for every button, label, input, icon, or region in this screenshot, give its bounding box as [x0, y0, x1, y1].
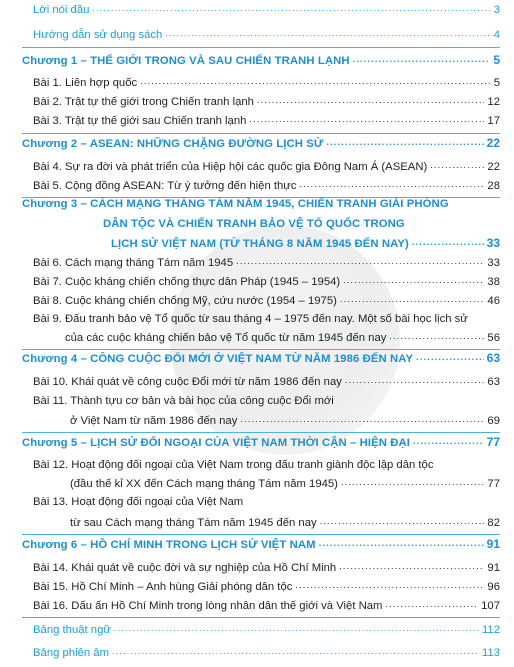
lesson-title: Bài 15. Hồ Chí Minh – Anh hùng Giải phóng dân tộc [33, 581, 293, 593]
lesson-title: Bài 8. Cuộc kháng chiến chống Mỹ, cứu nước (1954 – 1975) [33, 295, 337, 307]
lesson-title: Bài 7. Cuộc kháng chiến chống thực dân Pháp (1945 – 1954) [33, 276, 341, 288]
lesson-page: 107 [481, 600, 500, 612]
dot-leader [430, 160, 484, 171]
lesson-title: Bài 1. Liên hợp quốc [33, 77, 138, 89]
toc-chapter-6[interactable] [22, 537, 500, 551]
dot-leader [343, 275, 484, 286]
toc-entry-title: Lời nói đầu [33, 4, 90, 16]
lesson-title: Bài 14. Khái quát về cuộc đời và sự nghiệp của Hồ Chí Minh [33, 562, 337, 574]
section-divider [22, 133, 500, 134]
dot-leader [319, 538, 484, 549]
toc-lesson-15[interactable] [33, 580, 500, 593]
dot-leader [140, 76, 491, 87]
toc-lesson-12[interactable] [70, 477, 500, 490]
toc-entry-title: Bảng phiên âm [33, 647, 109, 659]
chapter-title: Chương 5 – LỊCH SỬ ĐỐI NGOẠI CỦA VIỆT NAM THỜI CẬN – HIỆN ĐẠI [22, 437, 410, 449]
dot-leader [345, 375, 485, 386]
lesson-title: (đầu thế kỉ XX đến Cách mạng tháng Tám năm 1945) [70, 478, 338, 490]
chapter-3-title-line-1[interactable]: Chương 3 – CÁCH MẠNG THÁNG TÁM NĂM 1945, CHIẾN TRANH GIẢI PHÓNG [22, 198, 449, 210]
toc-entry-page: 112 [481, 624, 500, 636]
toc-entry-page: 3 [493, 4, 500, 16]
dot-leader [165, 28, 490, 39]
toc-lesson-1[interactable] [33, 76, 500, 89]
lesson-page: 82 [487, 517, 500, 529]
chapter-title: Chương 6 – HỒ CHÍ MINH TRONG LỊCH SỬ VIỆT NAM [22, 539, 316, 551]
chapter-title: Chương 2 – ASEAN: NHỮNG CHẶNG ĐƯỜNG LỊCH SỬ [22, 138, 324, 150]
toc-lesson-14[interactable] [33, 561, 500, 574]
chapter-title: Chương 1 – THẾ GIỚI TRONG VÀ SAU CHIẾN TRANH LẠNH [22, 55, 350, 67]
chapter-page: 5 [493, 53, 500, 67]
toc-lesson-13[interactable] [70, 516, 500, 529]
dot-leader [320, 516, 485, 527]
lesson-page: 63 [487, 376, 500, 388]
toc-chapter-5[interactable] [22, 435, 500, 449]
chapter-3-title-line-2[interactable]: DÂN TỘC VÀ CHIẾN TRANH BẢO VỆ TỔ QUỐC TRONG [103, 218, 405, 230]
dot-leader [236, 256, 484, 267]
lesson-13-title-line-1[interactable]: Bài 13. Hoạt động đối ngoại của Việt Nam [33, 496, 244, 508]
lesson-9-title-line-1[interactable]: Bài 9. Đấu tranh bảo vệ Tổ quốc từ sau tháng 4 – 1975 đến nay. Một số bài học lịch sử [33, 313, 468, 325]
dot-leader [416, 352, 483, 363]
dot-leader [353, 54, 491, 65]
chapter-title: Chương 4 – CÔNG CUỘC ĐỔI MỚI Ở VIỆT NAM TỪ NĂM 1986 ĐẾN NAY [22, 353, 414, 365]
toc-lesson-6[interactable] [33, 256, 500, 269]
lesson-page: 17 [487, 115, 500, 127]
lesson-page: 46 [487, 295, 500, 307]
section-divider [22, 617, 500, 618]
lesson-page: 5 [493, 77, 500, 89]
lesson-page: 12 [487, 96, 500, 108]
toc-chapter-2[interactable] [22, 136, 500, 150]
lesson-12-title-line-1[interactable]: Bài 12. Hoạt động đối ngoại của Việt Nam trong đấu tranh giành độc lập dân tộc [33, 459, 434, 471]
lesson-title: Bài 4. Sự ra đời và phát triển của Hiệp hội các quốc gia Đông Nam Á (ASEAN) [33, 161, 428, 173]
lesson-title: từ sau Cách mạng tháng Tám năm 1945 đến nay [70, 517, 317, 529]
dot-leader [92, 3, 490, 14]
lesson-title: Bài 6. Cách mạng tháng Tám năm 1945 [33, 257, 234, 269]
lesson-11-title-line-1[interactable]: Bài 11. Thành tựu cơ bản và bài học của công cuộc Đổi mới [33, 395, 334, 407]
lesson-title: của các cuộc kháng chiến bảo vệ Tổ quốc từ năm 1945 đến nay [65, 332, 387, 344]
dot-leader [114, 623, 479, 634]
dot-leader [249, 114, 484, 125]
toc-chapter-1[interactable] [22, 53, 500, 67]
lesson-title: Bài 3. Trật tự thế giới sau Chiến tranh lạnh [33, 115, 247, 127]
lesson-page: 38 [487, 276, 500, 288]
section-divider [22, 47, 500, 48]
chapter-page: 91 [486, 537, 500, 551]
lesson-page: 33 [487, 257, 500, 269]
lesson-page: 96 [487, 581, 500, 593]
chapter-page: 77 [486, 435, 500, 449]
dot-leader [257, 95, 484, 106]
toc-lesson-10[interactable] [33, 375, 500, 388]
dot-leader [385, 599, 478, 610]
dot-leader [413, 436, 484, 447]
toc-entry-page: 113 [481, 647, 500, 659]
dot-leader [112, 646, 479, 657]
toc-entry-title: Bảng thuật ngữ [33, 624, 111, 636]
dot-leader [300, 179, 485, 190]
lesson-page: 28 [487, 180, 500, 192]
toc-lesson-3[interactable] [33, 114, 500, 127]
toc-entry-bang-phien-am[interactable] [33, 646, 500, 659]
toc-lesson-2[interactable] [33, 95, 500, 108]
toc-chapter-4[interactable] [22, 351, 500, 365]
lesson-title: ở Việt Nam từ năm 1986 đến nay [70, 415, 238, 427]
lesson-page: 77 [487, 478, 500, 490]
lesson-title: Bài 10. Khái quát về công cuộc Đổi mới từ năm 1986 đến nay [33, 376, 342, 388]
section-divider [22, 432, 500, 433]
chapter-page: 22 [486, 136, 500, 150]
dot-leader [326, 137, 483, 148]
dot-leader [412, 237, 484, 248]
toc-lesson-4[interactable] [33, 160, 500, 173]
toc-chapter-3[interactable] [111, 236, 500, 250]
dot-leader [295, 580, 484, 591]
lesson-page: 91 [487, 562, 500, 574]
dot-leader [341, 477, 484, 488]
toc-entry-title: Hướng dẫn sử dụng sách [33, 29, 163, 41]
dot-leader [339, 561, 484, 572]
chapter-title: LỊCH SỬ VIỆT NAM (TỪ THÁNG 8 NĂM 1945 ĐẾN NAY) [111, 238, 409, 250]
lesson-page: 69 [487, 415, 500, 427]
toc-lesson-8[interactable] [33, 294, 500, 307]
dot-leader [340, 294, 485, 305]
toc-lesson-16[interactable] [33, 599, 500, 612]
toc-entry-bang-thuat-ngu[interactable] [33, 623, 500, 636]
chapter-page: 33 [486, 236, 500, 250]
lesson-page: 56 [487, 332, 500, 344]
lesson-title: Bài 2. Trật tự thế giới trong Chiến tranh lạnh [33, 96, 254, 108]
toc-entry-huong-dan[interactable] [33, 28, 500, 41]
section-divider [22, 349, 500, 350]
lesson-page: 22 [487, 161, 500, 173]
toc-lesson-9[interactable] [65, 331, 500, 344]
dot-leader [240, 414, 484, 425]
toc-entry-page: 4 [493, 29, 500, 41]
toc-lesson-5[interactable] [33, 179, 500, 192]
chapter-page: 63 [486, 351, 500, 365]
toc-lesson-11[interactable] [70, 414, 500, 427]
toc-entry-loi-noi-dau[interactable] [33, 3, 500, 16]
dot-leader [389, 331, 484, 342]
lesson-title: Bài 5. Cộng đồng ASEAN: Từ ý tưởng đến hiện thực [33, 180, 297, 192]
section-divider [22, 534, 500, 535]
lesson-title: Bài 16. Dấu ấn Hồ Chí Minh trong lòng nhân dân thế giới và Việt Nam [33, 600, 383, 612]
toc-lesson-7[interactable] [33, 275, 500, 288]
